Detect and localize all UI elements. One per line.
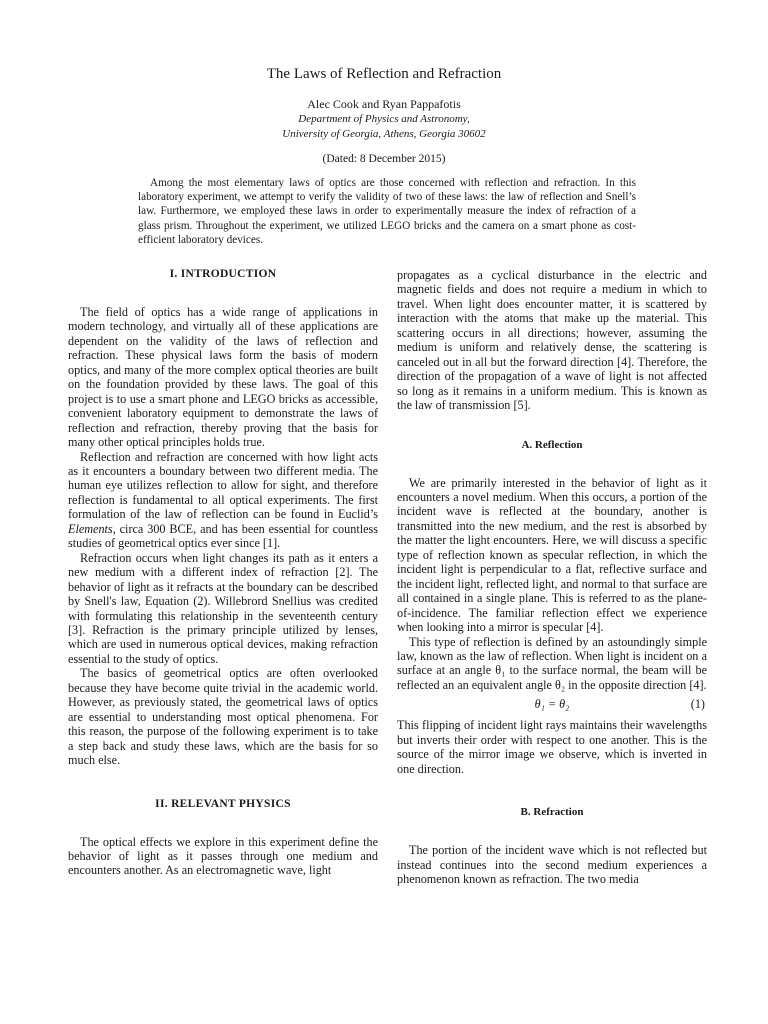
refraction-heading: B. Refraction xyxy=(520,806,584,819)
equation-1-number: (1) xyxy=(690,697,705,712)
intro-paragraph-2-end: , circa 300 BCE, and has been essential for countless studies of geometrical optics ever since [1]. xyxy=(68,521,378,551)
right-column xyxy=(397,268,707,887)
paper-affiliation xyxy=(0,112,768,142)
affiliation-line-2: University of Georgia, Athens, Georgia 30602 xyxy=(282,128,486,140)
intro-paragraph-4: The basics of geometrical optics are often overlooked because they have become quite trivial in the academic world. However, as previously stated, the geometrical laws of optics are essential to understanding most optical phenomena. For this reason, the purpose of the following experiment is to take a step back and study these laws, which are the basis for so much else. xyxy=(68,666,378,768)
equation-1 xyxy=(397,692,707,718)
equation-1-body: θ₁ = θ₂ xyxy=(534,697,570,712)
paper-date: (Dated: 8 December 2015) xyxy=(322,153,446,165)
left-column xyxy=(68,268,378,878)
intro-paragraph-3: Refraction occurs when light changes its path as it enters a new medium with a different index of refraction [2]. The behavior of light as it refracts at the boundary can be described by Snell's law, Equation (2). Willebrord Snellius was credited with formulating this relationship in the seventeenth century [3]. Refraction is the primary principle utilized by lenses, which are used in numerous optical devices, making refraction essential to the study of optics. xyxy=(68,550,378,666)
paper-abstract: Among the most elementary laws of optics are those concerned with reflection and refraction. In this laboratory experiment, we attempt to verify the validity of two of these laws: the law of reflection and Snell’s law. Furthermore, we employed these laws in order to experimentally measure the index of refraction of a glass prism. Throughout the experiment, we utilized LEGO bricks and the camera on a smart phone as cost-efficient laboratory devices. xyxy=(138,177,636,246)
reflection-paragraph-2: This type of reflection is defined by an astoundingly simple law, known as the law of reflection. When light is incident on a surface at an angle θ₁ to the surface normal, the beam will be reflected an an equivalent angle θ₂ in the opposite direction [4]. xyxy=(397,634,707,692)
introduction-heading: I. INTRODUCTION xyxy=(169,268,277,280)
reflection-heading: A. Reflection xyxy=(521,438,583,451)
intro-paragraph-2 xyxy=(68,450,378,551)
affiliation-line-1: Department of Physics and Astronomy, xyxy=(298,113,470,125)
physics-paragraph-1: The optical effects we explore in this experiment define the behavior of light as it passes through one medium and encounters another. As an electromagnetic wave, light xyxy=(68,834,378,878)
elements-title: Elements xyxy=(68,521,113,536)
intro-paragraph-2-start: Reflection and refraction are concerned with how light acts as it encounters a boundary between two different media. The human eye utilizes reflection to allow for sight, and therefore reflection is fundamental to all optical experiments. The first formulation of the law of reflection can be found in Euclid’s xyxy=(68,449,378,522)
reflection-paragraph-3: This flipping of incident light rays maintains their wavelengths but inverts their order with respect to one another. This is the source of the mirror image we observe, which is inverted in one direction. xyxy=(397,718,707,776)
paper-title: The Laws of Reflection and Refraction xyxy=(266,66,502,82)
paper-authors: Alec Cook and Ryan Pappafotis xyxy=(307,97,461,111)
reflection-paragraph-1: We are primarily interested in the behavior of light as it encounters a novel medium. When this occurs, a portion of the incident wave is reflected at the boundary, another is transmitted into the new medium, and the rest is absorbed by the matter the light encounters. Here, we will discuss a specific type of reflection known as specular reflection, in which the incident light is perpendicular to a flat, reflective surface and the incident light, reflected light, and normal to that surface are all contained in a single plane. This is referred to as the plane-of-incidence. The familiar reflection effect we experience when looking into a mirror is specular [4]. xyxy=(397,475,707,635)
refraction-paragraph-1: The portion of the incident wave which is not reflected but instead continues into the second medium experiences a phenomenon known as refraction. The two media xyxy=(397,843,707,887)
transmission-paragraph: propagates as a cyclical disturbance in the electric and magnetic fields and does not require a medium in which to travel. When light does encounter matter, it is scattered by interaction with the atoms that make up the material. This scattering occurs in all directions; however, assuming the medium is uniform and relatively dense, the scattering is canceled out in all but the forward direction [4]. Therefore, the direction of the propagation of a wave of light is not affected so long as it remains in a uniform medium. This is known as the law of transmission [5]. xyxy=(397,268,707,413)
intro-paragraph-1: The field of optics has a wide range of applications in modern technology, and virtually all of these applications are dependent on the validity of the laws of reflection and refraction. These physical laws form the basis of modern optics, and many of the more complex optical theories are built on the foundation provided by these laws. The goal of this project is to use a smart phone and LEGO bricks as accessible, convenient laboratory equipment to demonstrate the laws of reflection and refraction, thereby proving that the basis for many other optical principles holds true. xyxy=(68,305,378,450)
relevant-physics-heading: II. RELEVANT PHYSICS xyxy=(155,797,291,810)
